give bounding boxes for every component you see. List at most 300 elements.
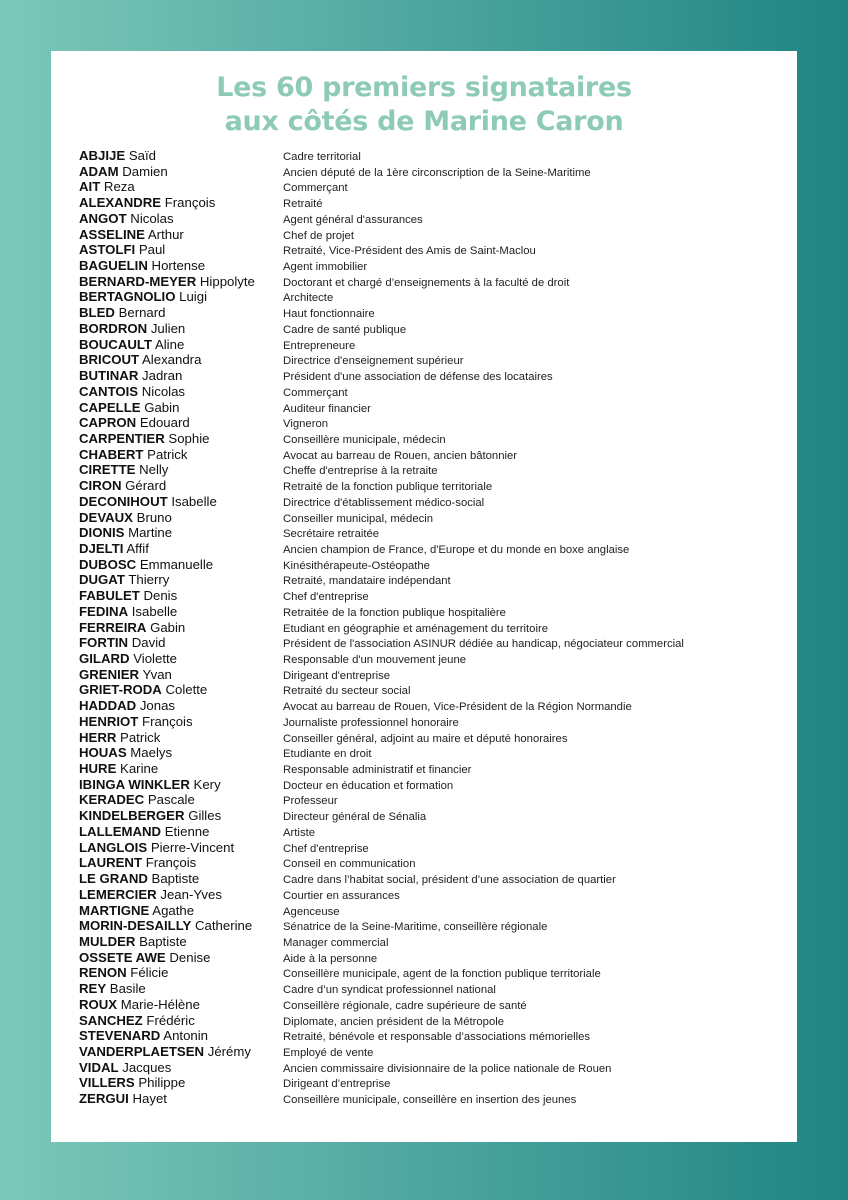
signatory-row	[79, 431, 789, 447]
signatory-last-name: ZERGUI	[79, 1091, 129, 1107]
signatory-last-name: BORDRON	[79, 320, 148, 336]
signatory-name	[79, 604, 177, 620]
signatory-last-name: AIT	[79, 179, 101, 195]
signatory-role: Directeur général de Sénalia	[283, 811, 427, 824]
signatory-name	[79, 510, 172, 526]
signatory-row	[79, 258, 789, 274]
signatory-role: Cadre de santé publique	[283, 323, 407, 336]
signatory-first-name: François	[142, 713, 193, 729]
signatory-row	[79, 997, 789, 1013]
signatory-role: Conseillère municipale, médecin	[283, 433, 446, 446]
signatory-last-name: HENRIOT	[79, 713, 139, 729]
signatory-first-name: Edouard	[139, 415, 190, 431]
signatory-first-name: Alexandra	[142, 352, 202, 368]
signatory-row	[79, 352, 789, 368]
signatory-row	[79, 572, 789, 588]
signatory-role: Dirigeant d'entreprise	[283, 669, 391, 682]
signatory-last-name: FABULET	[79, 588, 140, 604]
signatory-name	[79, 462, 168, 478]
signatory-first-name: Félicie	[130, 965, 169, 981]
signatory-row	[79, 777, 789, 793]
signatory-role: Doctorant et chargé d’enseignements à la faculté de droit	[283, 276, 570, 289]
signatory-role: Chef d'entreprise	[283, 842, 369, 855]
signatory-name	[79, 871, 199, 887]
signatory-first-name: Kery	[193, 776, 221, 792]
signatory-name	[79, 903, 194, 919]
signatory-role: Avocat au barreau de Rouen, Vice-Président de la Région Normandie	[283, 701, 632, 714]
signatory-row	[79, 1075, 789, 1091]
signatory-name	[79, 431, 209, 447]
signatory-last-name: MARTIGNE	[79, 902, 150, 918]
signatory-first-name: Violette	[133, 651, 177, 666]
signatory-first-name: Catherine	[195, 918, 253, 934]
signatory-row	[79, 903, 789, 919]
signatory-role: Vigneron	[283, 418, 329, 431]
signatory-role: Agent immobilier	[283, 261, 368, 274]
signatory-first-name: Jean-Yves	[160, 886, 222, 902]
signatory-name	[79, 541, 149, 557]
signatory-name	[79, 950, 210, 966]
signatory-name	[79, 352, 201, 368]
signatory-first-name: Patrick	[147, 446, 188, 462]
signatory-role: Aide à la personne	[283, 952, 378, 965]
signatory-name	[79, 447, 187, 463]
signatory-role: Employé de vente	[283, 1046, 374, 1059]
signatory-last-name: SANCHEZ	[79, 1012, 143, 1028]
signatory-role: Conseillère municipale, agent de la fonction publique territoriale	[283, 968, 601, 981]
signatory-last-name: ROUX	[79, 996, 118, 1012]
signatory-last-name: LANGLOIS	[79, 839, 148, 855]
signatory-role: Directrice d'enseignement supérieur	[283, 355, 464, 368]
signatory-name	[79, 777, 221, 793]
signatory-row	[79, 918, 789, 934]
signatory-last-name: BUTINAR	[79, 368, 139, 384]
signatory-first-name: Jadran	[142, 368, 183, 384]
signatory-first-name: Martine	[128, 525, 173, 541]
signatory-name	[79, 494, 217, 510]
signatory-name	[79, 855, 196, 871]
signatory-name	[79, 635, 165, 651]
signatory-role: Responsable administratif et financier	[283, 764, 472, 777]
signatory-role: Conseiller général, adjoint au maire et député honoraires	[283, 732, 568, 745]
signatory-first-name: Jacques	[122, 1059, 172, 1075]
signatory-row	[79, 635, 789, 651]
signatories-list	[79, 148, 789, 1107]
signatory-first-name: Affif	[126, 540, 149, 556]
signatory-first-name: François	[164, 195, 216, 211]
signatory-row	[79, 557, 789, 573]
signatory-row	[79, 494, 789, 510]
signatory-row	[79, 541, 789, 557]
signatory-name	[79, 588, 177, 604]
signatory-first-name: Saïd	[128, 148, 156, 163]
signatory-last-name: ASTOLFI	[79, 242, 136, 258]
title-line-2: aux côtés de Marine Caron	[224, 106, 624, 137]
signatory-row	[79, 620, 789, 636]
signatory-last-name: GILARD	[79, 651, 130, 666]
signatory-role: Retraitée de la fonction publique hospitalière	[283, 606, 506, 619]
signatory-last-name: DJELTI	[79, 540, 124, 556]
signatory-row	[79, 792, 789, 808]
signatory-role: Diplomate, ancien président de la Métropole	[283, 1015, 505, 1028]
signatory-first-name: Isabelle	[131, 603, 178, 619]
signatory-name	[79, 965, 168, 981]
signatory-last-name: BLED	[79, 305, 115, 321]
signatory-first-name: Maelys	[130, 745, 173, 761]
signatory-name	[79, 274, 255, 290]
signatory-role: Agent général d'assurances	[283, 213, 423, 226]
signatory-first-name: Philippe	[138, 1075, 186, 1091]
signatory-last-name: CIRETTE	[79, 462, 136, 478]
signatory-row	[79, 588, 789, 604]
signatory-name	[79, 478, 166, 494]
signatory-first-name: Baptiste	[151, 871, 200, 887]
signatory-first-name: Nicolas	[130, 210, 174, 226]
signatory-row	[79, 510, 789, 526]
signatory-role: Cheffe d'entreprise à la retraite	[283, 465, 438, 478]
signatory-name	[79, 651, 177, 667]
signatory-row	[79, 321, 789, 337]
signatory-role: Chef de projet	[283, 229, 354, 242]
signatory-row	[79, 148, 789, 164]
signatory-name	[79, 761, 158, 777]
signatory-role: Ancien champion de France, d'Europe et du monde en boxe anglaise	[283, 543, 630, 556]
signatory-first-name: Patrick	[120, 729, 161, 745]
signatory-last-name: HADDAD	[79, 698, 137, 714]
title-line-1: Les 60 premiers signataires	[216, 72, 632, 103]
signatory-first-name: Pierre-Vincent	[150, 839, 235, 855]
signatory-role: Chef d'entreprise	[283, 591, 369, 604]
signatory-role: Auditeur financier	[283, 402, 371, 415]
signatory-first-name: Hortense	[151, 258, 206, 274]
signatory-role: Commerçant	[283, 182, 348, 195]
signatory-name	[79, 1044, 251, 1060]
signatory-role: Directrice d'établissement médico-social	[283, 496, 485, 509]
signatory-last-name: BERNARD-MEYER	[79, 273, 197, 289]
signatory-name	[79, 1028, 208, 1044]
signatory-name	[79, 557, 213, 573]
signatory-row	[79, 934, 789, 950]
signatory-row	[79, 1013, 789, 1029]
signatory-last-name: CANTOIS	[79, 383, 139, 399]
signatory-role: Président d'une association de défense des locataires	[283, 371, 553, 384]
signatory-role: Haut fonctionnaire	[283, 308, 375, 321]
signatory-last-name: FERREIRA	[79, 619, 147, 635]
signatory-name	[79, 384, 185, 400]
page-title	[51, 71, 797, 139]
signatory-name	[79, 981, 146, 997]
signatory-first-name: Nelly	[139, 462, 169, 478]
signatory-first-name: Antonin	[163, 1028, 209, 1044]
signatory-row	[79, 525, 789, 541]
signatory-role: Professeur	[283, 795, 338, 808]
signatory-first-name: Karine	[120, 761, 159, 777]
signatory-first-name: Denis	[143, 588, 178, 604]
signatory-role: Responsable d'un mouvement jeune	[283, 654, 467, 666]
signatory-role: Conseillère régionale, cadre supérieure de santé	[283, 999, 527, 1012]
signatory-role: Commerçant	[283, 386, 348, 399]
signatory-first-name: Gabin	[144, 399, 180, 415]
signatory-last-name: CAPELLE	[79, 399, 141, 415]
signatory-name	[79, 400, 179, 416]
signatory-last-name: GRENIER	[79, 666, 140, 682]
signatory-row	[79, 462, 789, 478]
signatory-row	[79, 337, 789, 353]
signatory-row	[79, 211, 789, 227]
signatory-role: Président de l'association ASINUR dédiée au handicap, négociateur commercial	[283, 638, 684, 651]
signatory-last-name: DEVAUX	[79, 509, 133, 525]
signatory-role: Secrétaire retraitée	[283, 528, 380, 541]
signatory-last-name: REY	[79, 981, 107, 997]
signatory-name	[79, 242, 165, 258]
signatory-row	[79, 227, 789, 243]
signatory-last-name: KERADEC	[79, 792, 145, 808]
signatory-name	[79, 164, 168, 180]
signatory-first-name: Isabelle	[171, 493, 217, 509]
signatory-role: Artiste	[283, 826, 316, 839]
signatory-role: Etudiant en géographie et aménagement du territoire	[283, 622, 549, 635]
signatory-last-name: ANGOT	[79, 210, 127, 226]
signatory-last-name: KINDELBERGER	[79, 808, 185, 824]
signatory-row	[79, 965, 789, 981]
signatory-role: Architecte	[283, 292, 334, 305]
signatory-row	[79, 195, 789, 211]
signatory-name	[79, 934, 187, 950]
signatory-name	[79, 887, 222, 903]
signatory-row	[79, 604, 789, 620]
signatory-last-name: BAGUELIN	[79, 258, 148, 274]
signatory-role: Retraité du secteur social	[283, 685, 411, 698]
signatory-first-name: Emmanuelle	[139, 556, 214, 572]
signatory-last-name: DIONIS	[79, 525, 125, 541]
signatory-role: Avocat au barreau de Rouen, ancien bâtonnier	[283, 449, 518, 462]
signatory-last-name: FORTIN	[79, 635, 129, 651]
signatory-name	[79, 840, 234, 856]
signatory-first-name: Reza	[103, 179, 135, 195]
signatory-role: Dirigeant d’entreprise	[283, 1078, 391, 1091]
signatory-first-name: Julien	[150, 320, 186, 336]
signatory-last-name: ALEXANDRE	[79, 195, 162, 211]
signatory-last-name: VANDERPLAETSEN	[79, 1043, 205, 1059]
signatory-name	[79, 415, 190, 431]
signatory-last-name: CIRON	[79, 478, 122, 494]
signatory-last-name: LEMERCIER	[79, 886, 157, 902]
signatory-first-name: Luigi	[179, 289, 208, 305]
signatory-row	[79, 415, 789, 431]
signatory-row	[79, 289, 789, 305]
signatory-first-name: Bruno	[136, 509, 172, 525]
signatory-first-name: Gabin	[150, 619, 186, 635]
signatory-row	[79, 179, 789, 195]
signatory-row	[79, 824, 789, 840]
signatory-row	[79, 1060, 789, 1076]
signatory-first-name: Pascale	[147, 792, 195, 808]
signatory-role: Conseiller municipal, médecin	[283, 512, 434, 525]
signatory-name	[79, 667, 172, 683]
signatory-role: Cadre dans l’habitat social, président d’une association de quartier	[283, 874, 616, 887]
signatory-name	[79, 1091, 167, 1107]
signatory-row	[79, 447, 789, 463]
signatory-last-name: RENON	[79, 965, 127, 981]
signatory-last-name: MORIN-DESAILLY	[79, 918, 192, 934]
signatory-role: Kinésithérapeute-Ostéopathe	[283, 559, 430, 572]
signatory-first-name: François	[145, 855, 197, 871]
signatory-row	[79, 274, 789, 290]
signatory-first-name: Aline	[154, 336, 185, 352]
signatory-last-name: CHABERT	[79, 446, 144, 462]
signatory-name	[79, 258, 205, 274]
signatory-role: Agenceuse	[283, 905, 340, 918]
signatory-role: Courtier en assurances	[283, 889, 400, 902]
signatory-name	[79, 1013, 195, 1029]
signatory-role: Conseillère municipale, conseillère en insertion des jeunes	[283, 1094, 577, 1107]
signatory-name	[79, 918, 252, 934]
signatory-last-name: BOUCAULT	[79, 336, 153, 352]
signatory-row	[79, 887, 789, 903]
signatory-name	[79, 368, 182, 384]
signatory-role: Cadre d’un syndicat professionnel national	[283, 984, 496, 997]
signatory-name	[79, 211, 174, 227]
signatory-row	[79, 745, 789, 761]
signatory-first-name: Basile	[109, 981, 146, 997]
signatory-role: Retraité	[283, 198, 323, 211]
signatory-first-name: Gérard	[125, 478, 167, 494]
signatory-row	[79, 242, 789, 258]
signatory-first-name: Frédéric	[146, 1012, 195, 1028]
signatory-row	[79, 761, 789, 777]
signatory-role: Ancien député de la 1ère circonscription de la Seine-Maritime	[283, 166, 591, 179]
signatory-first-name: Hayet	[132, 1091, 167, 1107]
signatory-name	[79, 305, 166, 321]
signatory-row	[79, 871, 789, 887]
signatory-role: Entrepreneure	[283, 339, 356, 352]
signatory-name	[79, 745, 172, 761]
signatory-name	[79, 148, 156, 164]
signatory-name	[79, 321, 185, 337]
signatory-first-name: Denise	[169, 949, 211, 965]
signatory-last-name: GRIET-RODA	[79, 682, 162, 698]
signatory-last-name: FEDINA	[79, 603, 129, 619]
signatory-first-name: Thierry	[128, 572, 170, 588]
signatory-last-name: DUGAT	[79, 572, 125, 588]
signatory-role: Cadre territorial	[283, 151, 361, 163]
signatory-name	[79, 824, 209, 840]
signatory-name	[79, 714, 193, 730]
signatory-name	[79, 1075, 185, 1091]
signatory-last-name: HOUAS	[79, 745, 127, 761]
signatory-name	[79, 289, 207, 305]
signatory-last-name: HURE	[79, 761, 117, 777]
signatory-row	[79, 651, 789, 667]
signatory-role: Conseil en communication	[283, 858, 416, 871]
signatory-role: Retraité de la fonction publique territoriale	[283, 481, 493, 494]
signatory-role: Sénatrice de la Seine-Maritime, conseillère régionale	[283, 921, 548, 934]
signatory-row	[79, 808, 789, 824]
signatory-first-name: Etienne	[164, 823, 210, 839]
signatory-last-name: ABJIJE	[79, 148, 126, 163]
signatory-name	[79, 792, 195, 808]
signatory-row	[79, 1091, 789, 1107]
signatory-name	[79, 997, 200, 1013]
signatory-name	[79, 808, 221, 824]
signatory-row	[79, 950, 789, 966]
signatory-row	[79, 478, 789, 494]
signatory-first-name: Gilles	[188, 808, 222, 824]
signatory-last-name: VIDAL	[79, 1059, 119, 1075]
signatory-name	[79, 698, 175, 714]
signatory-first-name: Bernard	[118, 305, 166, 321]
signatory-name	[79, 195, 215, 211]
signatory-first-name: David	[131, 635, 166, 651]
signatory-last-name: DUBOSC	[79, 556, 137, 572]
signatory-row	[79, 698, 789, 714]
signatory-first-name: Marie-Hélène	[120, 996, 200, 1012]
signatory-name	[79, 525, 172, 541]
signatory-name	[79, 337, 184, 353]
signatory-row	[79, 840, 789, 856]
signatory-last-name: ASSELINE	[79, 226, 145, 242]
signatory-first-name: Yvan	[142, 666, 172, 682]
signatory-last-name: CARPENTIER	[79, 430, 165, 446]
signatory-first-name: Arthur	[147, 226, 184, 242]
signatory-last-name: MULDER	[79, 933, 136, 949]
signatory-row	[79, 384, 789, 400]
signatory-row	[79, 400, 789, 416]
signatory-role: Journaliste professionnel honoraire	[283, 716, 459, 729]
signatory-row	[79, 1044, 789, 1060]
signatory-role: Retraité, bénévole et responsable d’associations mémorielles	[283, 1031, 591, 1044]
signatory-last-name: ADAM	[79, 163, 119, 179]
signatory-first-name: Agathe	[152, 902, 195, 918]
signatory-role: Retraité, mandataire indépendant	[283, 575, 451, 588]
signatory-row	[79, 855, 789, 871]
signatory-first-name: Sophie	[168, 430, 210, 446]
signatory-first-name: Jérémy	[207, 1043, 251, 1059]
signatory-role: Docteur en éducation et formation	[283, 779, 454, 792]
signatory-name	[79, 572, 169, 588]
signatory-row	[79, 368, 789, 384]
signatory-last-name: VILLERS	[79, 1075, 135, 1091]
signatory-last-name: CAPRON	[79, 415, 137, 431]
signatory-name	[79, 179, 135, 195]
signatory-role: Ancien commissaire divisionnaire de la police nationale de Rouen	[283, 1062, 612, 1075]
signatory-name	[79, 227, 184, 243]
signatory-first-name: Nicolas	[141, 383, 186, 399]
signatory-name	[79, 682, 207, 698]
signatory-last-name: OSSETE AWE	[79, 949, 166, 965]
signatory-last-name: DECONIHOUT	[79, 493, 168, 509]
signatory-name	[79, 730, 160, 746]
signatory-row	[79, 714, 789, 730]
document-page	[51, 51, 797, 1142]
signatory-role: Retraité, Vice-Président des Amis de Saint-Maclou	[283, 245, 536, 258]
signatory-last-name: STEVENARD	[79, 1028, 161, 1044]
signatory-last-name: LAURENT	[79, 855, 143, 871]
signatory-name	[79, 1060, 171, 1076]
signatory-row	[79, 981, 789, 997]
signatory-last-name: HERR	[79, 729, 117, 745]
signatory-row	[79, 1028, 789, 1044]
signatory-row	[79, 682, 789, 698]
signatory-row	[79, 305, 789, 321]
signatory-last-name: LALLEMAND	[79, 823, 162, 839]
signatory-first-name: Paul	[138, 242, 166, 258]
signatory-row	[79, 164, 789, 180]
signatory-row	[79, 730, 789, 746]
signatory-first-name: Hippolyte	[199, 273, 255, 289]
signatory-role: Manager commercial	[283, 936, 389, 949]
signatory-first-name: Colette	[165, 682, 208, 698]
